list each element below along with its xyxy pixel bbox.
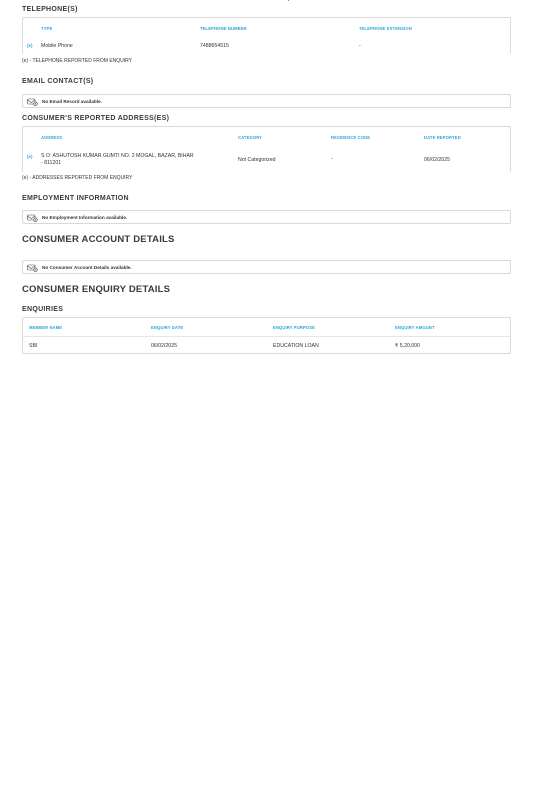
- account-empty-text: No Consumer Account Details available.: [42, 265, 132, 270]
- employment-empty-state: [22, 210, 511, 224]
- enquiry-row-member: SBI: [29, 343, 38, 349]
- enquiries-table: [22, 317, 511, 354]
- employment-empty-text: No Employment Information available.: [42, 215, 128, 220]
- address-row-line2: - 811201: [41, 160, 62, 166]
- enquiries-divider: [23, 336, 510, 337]
- telephone-table: [22, 17, 511, 54]
- address-row-category: Not Categorized: [238, 156, 276, 163]
- address-row-date: 06/02/2025: [424, 156, 450, 163]
- address-row-tag: (e): [27, 154, 33, 159]
- telephone-row-type: Mobile Phone: [41, 42, 73, 49]
- address-note: (e) - ADDRESSES REPORTED FROM ENQUIRY: [22, 175, 133, 181]
- enquiry-row-purpose: EDUCATION LOAN: [273, 343, 319, 349]
- address-section-title: CONSUMER'S REPORTED ADDRESS(ES): [22, 115, 170, 122]
- address-row-residence-code: -: [331, 156, 333, 162]
- enquiries-header-date: ENQUIRY DATE: [151, 325, 184, 330]
- email-empty-text: No Email Record available.: [42, 99, 102, 104]
- enquiry-row-amount: ₹ 5,20,000: [395, 343, 420, 349]
- enquiries-header-purpose: ENQUIRY PURPOSE: [273, 325, 315, 330]
- address-table: [22, 126, 511, 172]
- email-empty-state: [22, 94, 511, 108]
- account-empty-state: [22, 260, 511, 274]
- top-fragment: [288, 0, 289, 1]
- telephone-section-title: TELEPHONE(S): [22, 6, 78, 13]
- no-record-icon: [27, 214, 38, 222]
- enquiries-section-title: ENQUIRIES: [22, 306, 64, 313]
- telephone-row-tag: (e): [27, 43, 33, 48]
- telephone-note: (e) - TELEPHONE REPORTED FROM ENQUIRY: [22, 58, 133, 64]
- address-header-category: CATEGORY: [238, 135, 263, 140]
- account-section-title: CONSUMER ACCOUNT DETAILS: [22, 234, 175, 245]
- telephone-header-number: TELEPHONE NUMBER: [200, 26, 247, 31]
- telephone-row-number: 7488654515: [200, 42, 229, 49]
- email-section-title: EMAIL CONTACT(S): [22, 78, 94, 85]
- telephone-header-extension: TELEPHONE EXTENSION: [359, 26, 412, 31]
- address-header-address: ADDRESS: [41, 135, 63, 140]
- enquiries-header-member: MEMBER NAME: [29, 325, 63, 330]
- address-header-date: DATE REPORTED: [424, 135, 461, 140]
- enquiry-details-title: CONSUMER ENQUIRY DETAILS: [22, 284, 171, 295]
- telephone-header-type: TYPE: [41, 26, 53, 31]
- enquiry-row-date: 06/02/2025: [151, 343, 177, 349]
- no-record-icon: [27, 264, 38, 272]
- employment-section-title: EMPLOYMENT INFORMATION: [22, 195, 129, 202]
- telephone-row-extension: -: [359, 42, 361, 49]
- address-row-line1: S O: ASHUTOSH KUMAR GUMTI NO. 2 MOGAL, BAZAR, BIHAR: [41, 152, 194, 159]
- address-header-residence-code: RESIDENCE CODE: [331, 135, 371, 140]
- enquiries-header-amount: ENQUIRY AMOUNT: [395, 325, 435, 330]
- no-record-icon: [27, 98, 38, 106]
